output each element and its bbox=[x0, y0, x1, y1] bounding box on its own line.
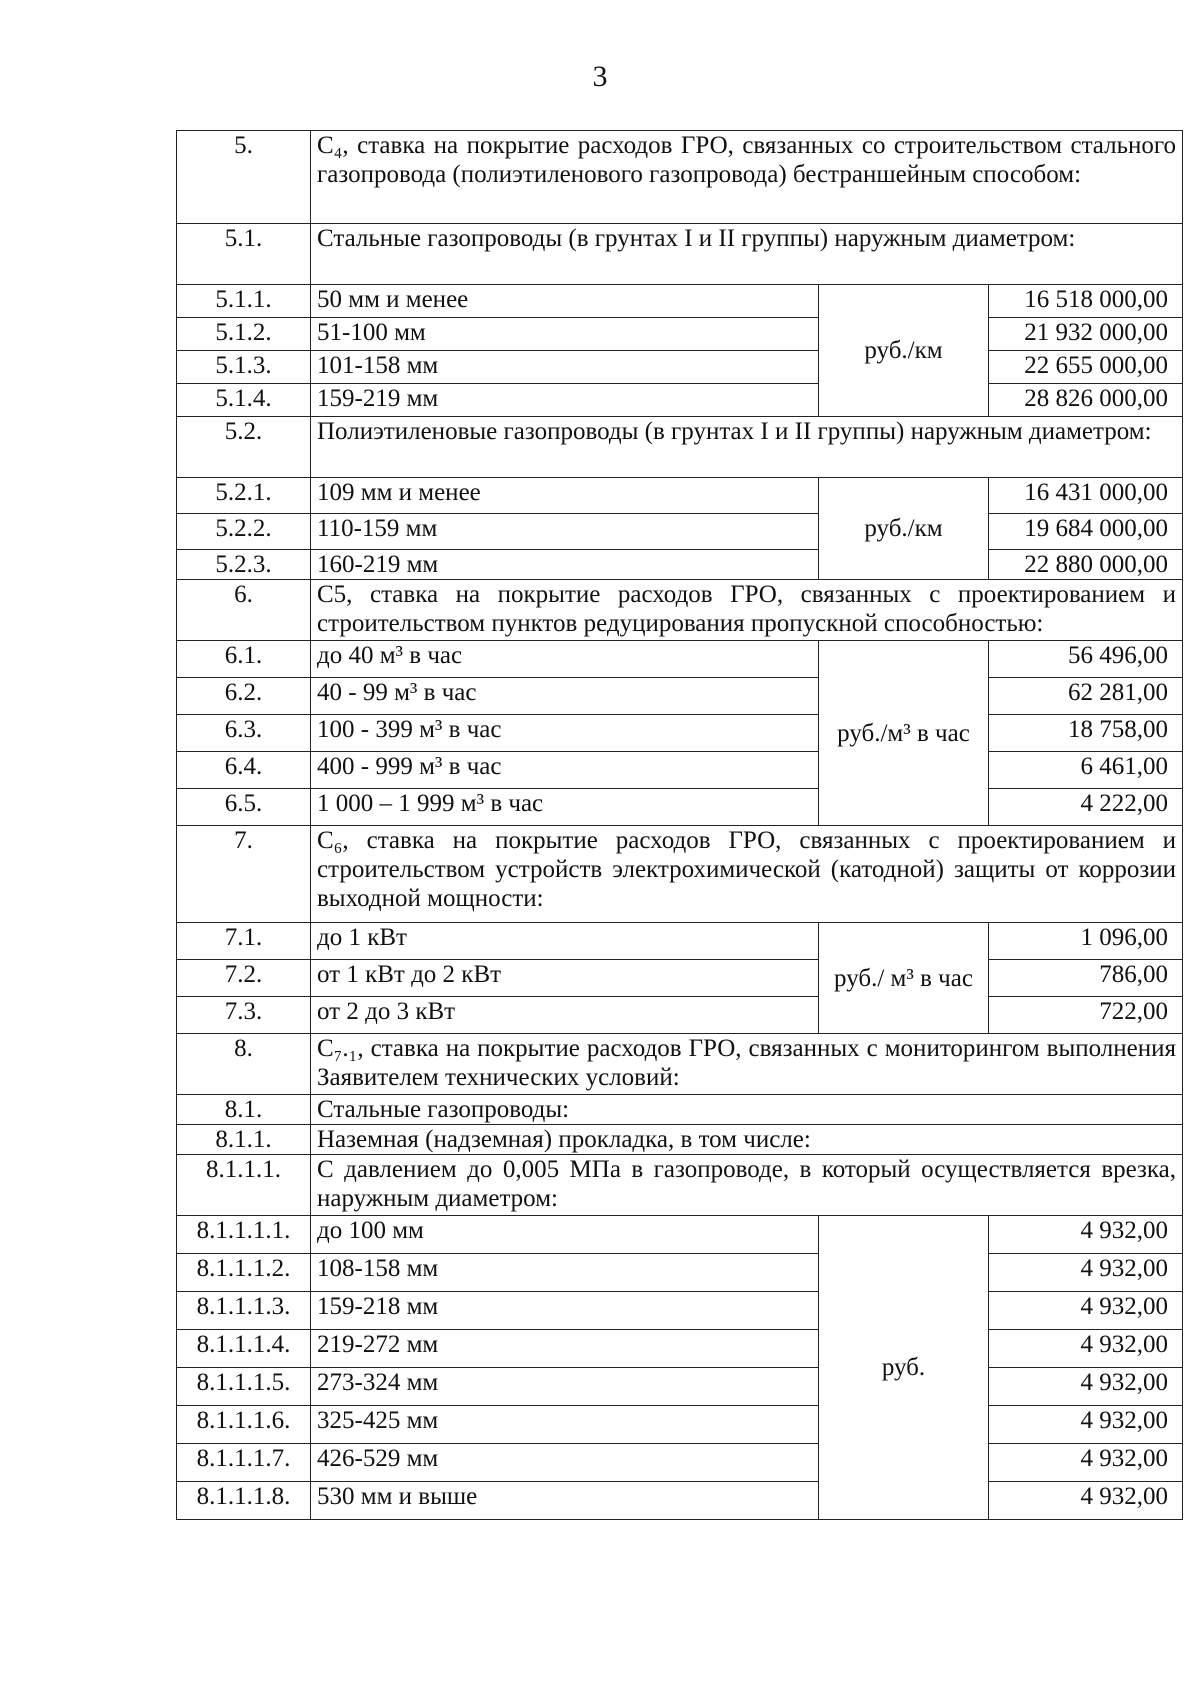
row-number: 7. bbox=[177, 826, 311, 923]
row-number: 6. bbox=[177, 580, 311, 641]
table-row bbox=[177, 384, 1183, 417]
row-value: 56 496,00 bbox=[989, 641, 1183, 678]
row-value: 62 281,00 bbox=[989, 678, 1183, 715]
row-name: 1 000 – 1 999 м³ в час bbox=[311, 789, 819, 826]
row-value: 21 932 000,00 bbox=[989, 318, 1183, 351]
unit-cell: руб./м³ в час bbox=[819, 641, 989, 826]
subsection-description: С давлением до 0,005 МПа в газопроводе, в который осуществляется врезка, наружным диаметром: bbox=[311, 1155, 1183, 1216]
row-number: 5.2. bbox=[177, 417, 311, 478]
row-number: 7.2. bbox=[177, 960, 311, 997]
subsection-row bbox=[177, 417, 1183, 478]
row-number: 8.1.1.1.6. bbox=[177, 1406, 311, 1444]
table-row bbox=[177, 1482, 1183, 1520]
row-value: 16 431 000,00 bbox=[989, 478, 1183, 514]
row-number: 8.1.1.1.5. bbox=[177, 1368, 311, 1406]
row-number: 6.1. bbox=[177, 641, 311, 678]
row-name: от 1 кВт до 2 кВт bbox=[311, 960, 819, 997]
row-value: 4 932,00 bbox=[989, 1292, 1183, 1330]
row-name: от 2 до 3 кВт bbox=[311, 997, 819, 1034]
row-value: 19 684 000,00 bbox=[989, 514, 1183, 550]
row-name: 325-425 мм bbox=[311, 1406, 819, 1444]
subsection-row bbox=[177, 1125, 1183, 1155]
row-number: 6.3. bbox=[177, 715, 311, 752]
row-value: 4 932,00 bbox=[989, 1444, 1183, 1482]
row-number: 6.4. bbox=[177, 752, 311, 789]
rates-table bbox=[176, 130, 1183, 1520]
row-number: 5.1.1. bbox=[177, 285, 311, 318]
row-number: 5.1.3. bbox=[177, 351, 311, 384]
section-description: С₇.₁, ставка на покрытие расходов ГРО, связанных с мониторингом выполнения Заявителем технических условий: bbox=[311, 1034, 1183, 1095]
subsection-description: Наземная (надземная) прокладка, в том числе: bbox=[311, 1125, 1183, 1155]
table-row bbox=[177, 1292, 1183, 1330]
row-name: 40 - 99 м³ в час bbox=[311, 678, 819, 715]
table-row bbox=[177, 1254, 1183, 1292]
page-number: 3 bbox=[592, 60, 608, 93]
row-number: 6.2. bbox=[177, 678, 311, 715]
row-value: 6 461,00 bbox=[989, 752, 1183, 789]
table-row bbox=[177, 514, 1183, 550]
table-row bbox=[177, 550, 1183, 580]
row-value: 18 758,00 bbox=[989, 715, 1183, 752]
table-row bbox=[177, 997, 1183, 1034]
section-description: С₄, ставка на покрытие расходов ГРО, связанных со строительством стального газопровода (полиэтиленового газопровода) бестраншейным способом: bbox=[311, 131, 1183, 224]
row-value: 22 880 000,00 bbox=[989, 550, 1183, 580]
unit-cell: руб./км bbox=[819, 285, 989, 417]
row-name: 109 мм и менее bbox=[311, 478, 819, 514]
table-row bbox=[177, 1216, 1183, 1254]
row-number: 8.1. bbox=[177, 1095, 311, 1125]
section-row bbox=[177, 826, 1183, 923]
row-number: 5.1.4. bbox=[177, 384, 311, 417]
unit-cell: руб. bbox=[819, 1216, 989, 1520]
row-name: до 40 м³ в час bbox=[311, 641, 819, 678]
row-number: 8.1.1.1.1. bbox=[177, 1216, 311, 1254]
table-row bbox=[177, 678, 1183, 715]
row-value: 4 932,00 bbox=[989, 1368, 1183, 1406]
row-value: 4 932,00 bbox=[989, 1254, 1183, 1292]
unit-cell: руб./км bbox=[819, 478, 989, 580]
row-name: до 1 кВт bbox=[311, 923, 819, 960]
table-row bbox=[177, 960, 1183, 997]
section-row bbox=[177, 1034, 1183, 1095]
table-row bbox=[177, 351, 1183, 384]
row-name: 530 мм и выше bbox=[311, 1482, 819, 1520]
table-row bbox=[177, 1444, 1183, 1482]
row-name: 160-219 мм bbox=[311, 550, 819, 580]
row-value: 786,00 bbox=[989, 960, 1183, 997]
row-number: 8.1.1.1. bbox=[177, 1155, 311, 1216]
row-number: 8. bbox=[177, 1034, 311, 1095]
table-row bbox=[177, 1330, 1183, 1368]
subsection-row bbox=[177, 1155, 1183, 1216]
row-name: 101-158 мм bbox=[311, 351, 819, 384]
table-row bbox=[177, 318, 1183, 351]
subsection-description: Стальные газопроводы (в грунтах I и II группы) наружным диаметром: bbox=[311, 224, 1183, 285]
table-row bbox=[177, 1406, 1183, 1444]
unit-cell: руб./ м³ в час bbox=[819, 923, 989, 1034]
table-row bbox=[177, 923, 1183, 960]
row-name: 273-324 мм bbox=[311, 1368, 819, 1406]
section-description: С5, ставка на покрытие расходов ГРО, связанных с проектированием и строительством пунктов редуцирования пропускной способностью: bbox=[311, 580, 1183, 641]
row-name: 159-219 мм bbox=[311, 384, 819, 417]
row-number: 8.1.1. bbox=[177, 1125, 311, 1155]
row-name: 100 - 399 м³ в час bbox=[311, 715, 819, 752]
row-name: 400 - 999 м³ в час bbox=[311, 752, 819, 789]
row-number: 8.1.1.1.4. bbox=[177, 1330, 311, 1368]
row-value: 16 518 000,00 bbox=[989, 285, 1183, 318]
section-row bbox=[177, 580, 1183, 641]
row-value: 22 655 000,00 bbox=[989, 351, 1183, 384]
row-number: 5.2.3. bbox=[177, 550, 311, 580]
row-value: 28 826 000,00 bbox=[989, 384, 1183, 417]
row-name: 108-158 мм bbox=[311, 1254, 819, 1292]
row-number: 5.2.2. bbox=[177, 514, 311, 550]
subsection-row bbox=[177, 224, 1183, 285]
row-name: 159-218 мм bbox=[311, 1292, 819, 1330]
row-value: 1 096,00 bbox=[989, 923, 1183, 960]
row-name: 51-100 мм bbox=[311, 318, 819, 351]
table-row bbox=[177, 1368, 1183, 1406]
row-number: 5. bbox=[177, 131, 311, 224]
table-row bbox=[177, 752, 1183, 789]
row-name: 50 мм и менее bbox=[311, 285, 819, 318]
table-row bbox=[177, 285, 1183, 318]
table-row bbox=[177, 478, 1183, 514]
subsection-description: Полиэтиленовые газопроводы (в грунтах I и II группы) наружным диаметром: bbox=[311, 417, 1183, 478]
row-number: 8.1.1.1.2. bbox=[177, 1254, 311, 1292]
section-row bbox=[177, 131, 1183, 224]
table-row bbox=[177, 789, 1183, 826]
row-number: 5.1.2. bbox=[177, 318, 311, 351]
row-name: 219-272 мм bbox=[311, 1330, 819, 1368]
row-value: 4 932,00 bbox=[989, 1406, 1183, 1444]
row-number: 8.1.1.1.8. bbox=[177, 1482, 311, 1520]
row-value: 4 932,00 bbox=[989, 1216, 1183, 1254]
row-number: 6.5. bbox=[177, 789, 311, 826]
row-number: 7.1. bbox=[177, 923, 311, 960]
table-row bbox=[177, 715, 1183, 752]
row-value: 4 932,00 bbox=[989, 1482, 1183, 1520]
subsection-description: Стальные газопроводы: bbox=[311, 1095, 1183, 1125]
row-number: 5.2.1. bbox=[177, 478, 311, 514]
row-name: 110-159 мм bbox=[311, 514, 819, 550]
row-name: 426-529 мм bbox=[311, 1444, 819, 1482]
row-value: 4 222,00 bbox=[989, 789, 1183, 826]
row-number: 8.1.1.1.3. bbox=[177, 1292, 311, 1330]
row-number: 7.3. bbox=[177, 997, 311, 1034]
row-value: 722,00 bbox=[989, 997, 1183, 1034]
row-name: до 100 мм bbox=[311, 1216, 819, 1254]
row-number: 5.1. bbox=[177, 224, 311, 285]
row-number: 8.1.1.1.7. bbox=[177, 1444, 311, 1482]
section-description: С₆, ставка на покрытие расходов ГРО, связанных с проектированием и строительством устройств электрохимической (катодной) защиты от коррозии выходной мощности: bbox=[311, 826, 1183, 923]
table-row bbox=[177, 641, 1183, 678]
subsection-row bbox=[177, 1095, 1183, 1125]
row-value: 4 932,00 bbox=[989, 1330, 1183, 1368]
